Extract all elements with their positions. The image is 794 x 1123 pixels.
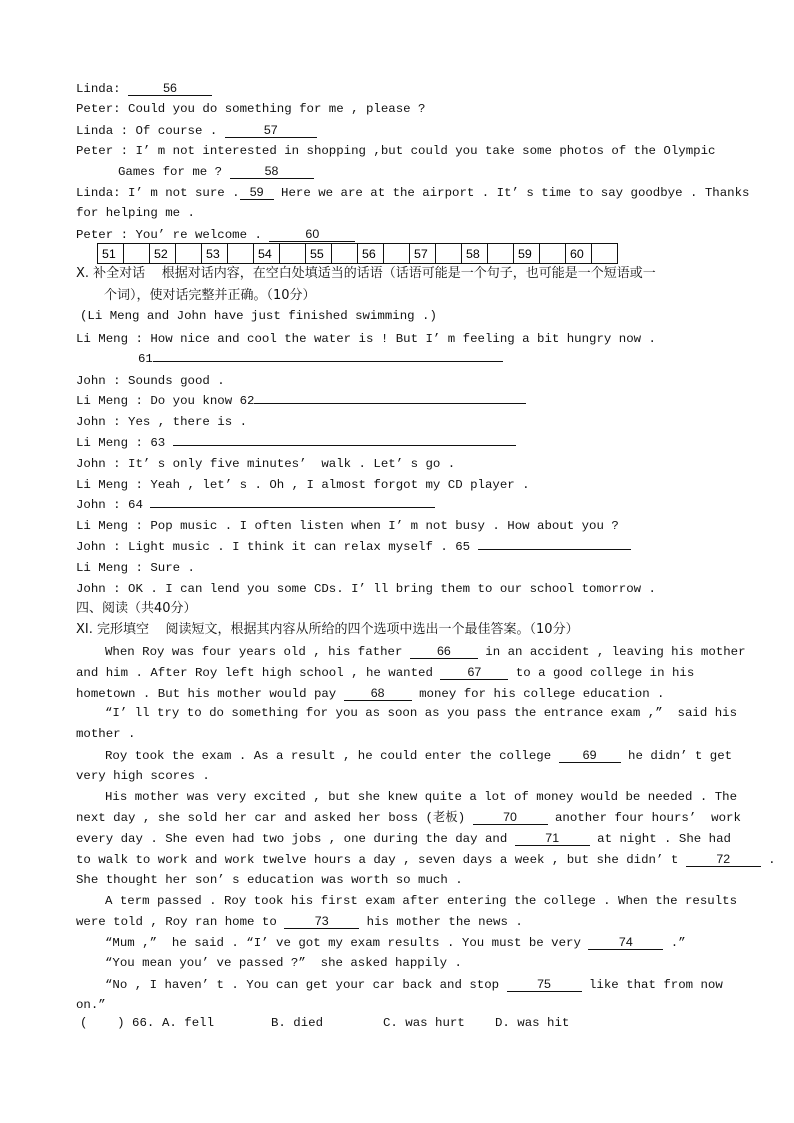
blank-57[interactable]: 57 [225,123,317,138]
passage-text: in an accident , leaving his mother [477,645,746,659]
passage-text: like that from now [581,978,723,992]
section-heading: 四、阅读（共40分） [76,601,197,616]
option-a[interactable]: A. fell [162,1016,215,1030]
passage-text: When Roy was four years old , his father [105,645,410,659]
blank-65[interactable] [478,549,631,550]
passage-line: “You mean you’ ve passed ?” she asked happily . [105,956,462,970]
question-66-number[interactable]: ( ) 66. [80,1016,155,1030]
blank-75[interactable]: 75 [507,977,582,992]
blank-63[interactable] [173,445,516,446]
blank-74[interactable]: 74 [588,935,663,950]
dialogue-line: Li Meng : Pop music . I often listen when I’ m not busy . How about you ? [76,519,619,533]
dialogue-line [76,436,516,451]
passage-line: very high scores . [76,769,210,783]
dialogue-line [76,540,631,555]
dialogue-line [76,394,526,409]
passage-line: His mother was very excited , but she knew quite a lot of money would be needed . The [105,790,738,804]
answer-cell[interactable] [592,244,618,264]
passage-text: and him . After Roy left high school , he wanted [76,666,441,680]
dialogue-line [76,227,355,243]
passage-text: at night . She had [589,832,731,846]
option-d[interactable]: D. was hit [495,1016,570,1030]
dialogue-text: John : Light music . I think it can relax myself . 65 [76,540,478,554]
answer-cell: 52 [150,244,176,264]
passage-text: . [760,853,776,867]
dialogue-line: Peter : I’ m not interested in shopping ,but could you take some photos of the Olympic [76,144,716,158]
passage-text: to a good college in his [508,666,695,680]
section-heading: X. 补全对话 根据对话内容，在空白处填适当的话语（话语可能是一个句子，也可能是一个短语或一 [76,266,656,281]
dialogue-line: John : It’ s only five minutes’ walk . Let’ s go . [76,457,456,471]
answer-cell: 59 [514,244,540,264]
dialogue-line [118,164,314,180]
passage-text: another four hours’ work [547,811,741,825]
passage-line [76,852,776,868]
passage-line [105,644,746,660]
dialogue-text: John : 64 [76,498,151,512]
dialogue-text: Here we are at the airport . It’ s time to say goodbye . Thanks [273,186,750,200]
passage-text: “Mum ,” he said . “I’ ve got my exam results . You must be very [105,936,589,950]
answer-grid [97,243,618,264]
answer-cell[interactable] [384,244,410,264]
dialogue-line: John : OK . I can lend you some CDs. I’ ll bring them to our school tomorrow . [76,582,656,596]
dialogue-text: Games for me ? [118,165,230,179]
dialogue-line: for helping me . [76,206,195,220]
passage-text: money for his college education . [411,687,665,701]
blank-61[interactable] [153,361,503,362]
blank-59[interactable]: 59 [240,185,274,200]
passage-line: A term passed . Roy took his first exam after entering the college . When the results [105,894,738,908]
blank-58[interactable]: 58 [230,164,314,179]
dialogue-line: Li Meng : How nice and cool the water is ! But I’ m feeling a bit hungry now . [76,332,656,346]
option-b[interactable]: B. died [271,1016,324,1030]
blank-72[interactable]: 72 [686,852,761,867]
dialogue-line [76,81,212,97]
passage-line [105,748,732,764]
passage-line [76,914,523,930]
blank-70[interactable]: 70 [473,810,548,825]
subsection-heading: XI. 完形填空 阅读短文，根据其内容从所给的四个选项中选出一个最佳答案。（10分） [76,622,579,637]
passage-text: were told , Roy ran home to [76,915,285,929]
dialogue-text: Linda: I’ m not sure . [76,186,240,200]
passage-line: on.” [76,998,106,1012]
passage-line [76,831,731,847]
passage-text: hometown . But his mother would pay [76,687,344,701]
blank-62[interactable] [254,403,526,404]
passage-text: next day , she sold her car and asked her boss (老板) [76,811,473,825]
blank-71[interactable]: 71 [515,831,590,846]
blank-68[interactable]: 68 [344,686,412,701]
dialogue-line [76,498,435,513]
passage-line [76,810,741,826]
passage-line: She thought her son’ s education was worth so much . [76,873,463,887]
dialogue-line [76,185,749,201]
dialogue-text: Li Meng : Do you know 62 [76,394,255,408]
dialogue-line: Peter: Could you do something for me , please ? [76,102,426,116]
blank-60[interactable]: 60 [269,227,355,242]
passage-text: his mother the news . [359,915,523,929]
dialogue-line [76,123,317,139]
passage-line: “I’ ll try to do something for you as soon as you pass the entrance exam ,” said his [105,706,738,720]
blank-56[interactable]: 56 [128,81,212,96]
passage-text: “No , I haven’ t . You can get your car back and stop [105,978,507,992]
answer-cell: 55 [306,244,332,264]
passage-line [105,977,723,993]
blank-number: 61 [138,352,153,366]
blank-69[interactable]: 69 [559,748,621,763]
dialogue-text: Peter : You’ re welcome . [76,228,270,242]
passage-text: every day . She even had two jobs , one during the day and [76,832,515,846]
context-line: (Li Meng and John have just finished swimming .) [80,309,437,323]
blank-73[interactable]: 73 [284,914,359,929]
answer-cell: 54 [254,244,280,264]
speaker-text: Linda: [76,82,129,96]
dialogue-line: John : Sounds good . [76,374,225,388]
dialogue-line: Li Meng : Sure . [76,561,195,575]
answer-cell: 57 [410,244,436,264]
section-heading-cont: 个词），使对话完整并正确。（10分） [104,288,316,303]
answer-cell: 60 [566,244,592,264]
blank-67[interactable]: 67 [440,665,508,680]
answer-cell: 53 [202,244,228,264]
passage-text: .” [663,936,686,950]
dialogue-line: Li Meng : Yeah , let’ s . Oh , I almost forgot my CD player . [76,478,530,492]
answer-cell[interactable] [280,244,306,264]
answer-cell[interactable] [124,244,150,264]
answer-cell[interactable] [540,244,566,264]
answer-cell[interactable] [488,244,514,264]
passage-text: Roy took the exam . As a result , he could enter the college [105,749,559,763]
dialogue-text: Li Meng : 63 [76,436,173,450]
dialogue-line [138,352,503,367]
blank-66[interactable]: 66 [410,644,478,659]
passage-text: he didn’ t get [620,749,733,763]
passage-line [76,686,665,702]
answer-cell: 58 [462,244,488,264]
passage-line: mother . [76,727,136,741]
passage-line [76,665,694,681]
passage-line [105,935,686,951]
answer-cell: 51 [98,244,124,264]
answer-cell[interactable] [332,244,358,264]
dialogue-line: John : Yes , there is . [76,415,248,429]
answer-cell[interactable] [228,244,254,264]
passage-text: to walk to work and work twelve hours a day , seven days a week , but she didn’ t [76,853,686,867]
option-c[interactable]: C. was hurt [383,1016,465,1030]
answer-cell: 56 [358,244,384,264]
dialogue-text: Linda : Of course . [76,124,225,138]
answer-cell[interactable] [176,244,202,264]
blank-64[interactable] [150,507,435,508]
answer-cell[interactable] [436,244,462,264]
